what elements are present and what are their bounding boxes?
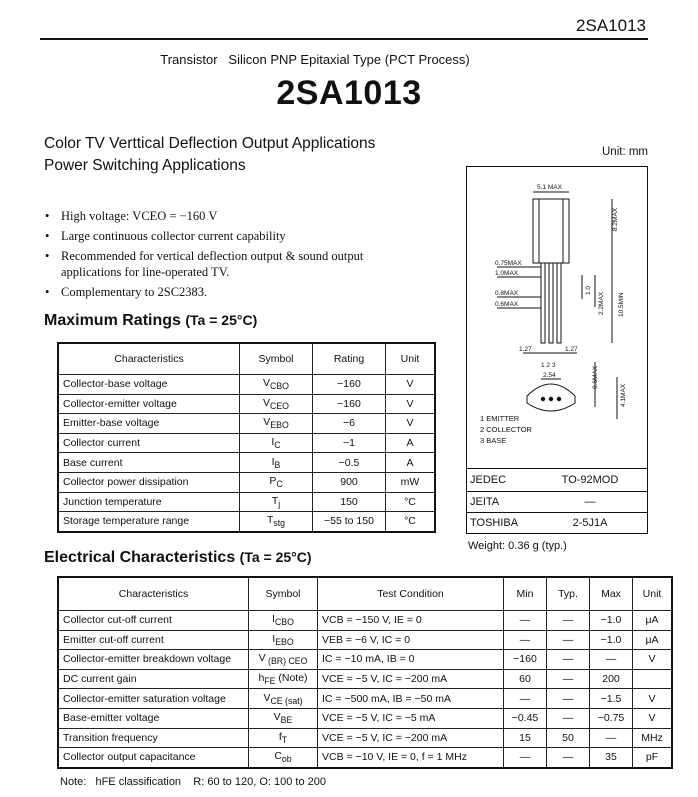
dimension-label: 2.2MAX bbox=[598, 291, 605, 315]
characteristic-cell: Transition frequency bbox=[58, 728, 249, 748]
max-cell: −0.75 bbox=[590, 708, 633, 728]
typ-cell: ― bbox=[547, 689, 590, 709]
test-condition-cell: VCB = −150 V, IE = 0 bbox=[318, 611, 504, 631]
dimension-label: 8.2MAX bbox=[612, 207, 619, 231]
dimension-label: 10.5MIN bbox=[618, 292, 625, 317]
package-info-divider bbox=[466, 468, 648, 469]
rating-cell: −160 bbox=[313, 375, 386, 395]
column-header: Symbol bbox=[240, 343, 313, 375]
max-cell: ― bbox=[590, 728, 633, 748]
feature-item: • High voltage: VCEO = −160 V bbox=[44, 208, 404, 224]
characteristic-cell: Junction temperature bbox=[58, 492, 240, 512]
pin-label-collector: 2 COLLECTOR bbox=[480, 425, 532, 434]
unit-cell: V bbox=[633, 708, 673, 728]
test-condition-cell: VCB = −10 V, IE = 0, f = 1 MHz bbox=[318, 748, 504, 768]
dimension-label: 1.27 bbox=[519, 346, 532, 353]
min-cell: ― bbox=[504, 611, 547, 631]
typ-cell: ― bbox=[547, 708, 590, 728]
dimension-label: 1 2 3 bbox=[541, 362, 556, 369]
max-ratings-heading: Maximum Ratings (Ta = 25°C) bbox=[44, 312, 258, 329]
symbol-cell: V $_{(BR) CEO}$ bbox=[249, 650, 318, 670]
package-body bbox=[533, 199, 569, 263]
table-row bbox=[58, 433, 435, 453]
table-row bbox=[58, 512, 435, 532]
column-header: Min bbox=[504, 577, 547, 611]
test-condition-cell: IC = −10 mA, IB = 0 bbox=[318, 650, 504, 670]
pin-label-base: 3 BASE bbox=[480, 436, 507, 445]
max-ratings-table bbox=[57, 342, 436, 533]
rating-cell: −160 bbox=[313, 394, 386, 414]
typ-cell: ― bbox=[547, 669, 590, 689]
unit-cell: V bbox=[386, 394, 436, 414]
symbol-cell: $V_{BE}$ bbox=[249, 708, 318, 728]
dimension-label: 5.1 MAX bbox=[537, 184, 562, 191]
characteristic-cell: Storage temperature range bbox=[58, 512, 240, 532]
table-row bbox=[58, 472, 435, 492]
symbol-cell: $h_{FE}$ (Note) bbox=[249, 669, 318, 689]
unit-cell: V bbox=[633, 650, 673, 670]
min-cell: −0.45 bbox=[504, 708, 547, 728]
feature-list bbox=[44, 208, 404, 304]
unit-cell: V bbox=[633, 689, 673, 709]
dimension-label: 1.0MAX bbox=[495, 270, 519, 277]
footnote: Note: hFE classification R: 60 to 120, O: 100 to 200 bbox=[60, 776, 326, 788]
test-condition-cell: VCE = −5 V, IC = −200 mA bbox=[318, 728, 504, 748]
unit-cell: μA bbox=[633, 630, 673, 650]
symbol-cell: $V_{EBO}$ bbox=[240, 414, 313, 434]
package-row-divider bbox=[466, 512, 648, 513]
test-condition-cell: VCE = −5 V, IC = −5 mA bbox=[318, 708, 504, 728]
table-row bbox=[58, 689, 672, 709]
characteristic-cell: Base-emitter voltage bbox=[58, 708, 249, 728]
unit-cell: V bbox=[386, 414, 436, 434]
characteristic-cell: Collector power dissipation bbox=[58, 472, 240, 492]
characteristic-cell: Base current bbox=[58, 453, 240, 473]
characteristic-cell: Collector output capacitance bbox=[58, 748, 249, 768]
min-cell: ― bbox=[504, 748, 547, 768]
column-header: Characteristics bbox=[58, 577, 249, 611]
dimension-label: 0.6MAX bbox=[495, 301, 519, 308]
unit-note: Unit: mm bbox=[602, 146, 648, 158]
characteristic-cell: Collector current bbox=[58, 433, 240, 453]
unit-cell: °C bbox=[386, 512, 436, 532]
feature-item: • Large continuous collector current capability bbox=[44, 228, 404, 244]
typ-cell: 50 bbox=[547, 728, 590, 748]
symbol-cell: $P_C$ bbox=[240, 472, 313, 492]
table-row bbox=[58, 453, 435, 473]
doc-subtitle: Transistor Silicon PNP Epitaxial Type (PCT Process) bbox=[160, 52, 470, 67]
unit-cell: mW bbox=[386, 472, 436, 492]
dimension-label: 0.6MAX bbox=[592, 365, 599, 389]
dimension-label: 0.8MAX bbox=[495, 290, 519, 297]
min-cell: −160 bbox=[504, 650, 547, 670]
symbol-cell: $f_T$ bbox=[249, 728, 318, 748]
characteristic-cell: Collector-base voltage bbox=[58, 375, 240, 395]
symbol-cell: $I_B$ bbox=[240, 453, 313, 473]
application-2: Power Switching Applications bbox=[44, 157, 246, 174]
dimension-label: 1.27 bbox=[565, 346, 578, 353]
test-condition-cell: IC = −500 mA, IB = −50 mA bbox=[318, 689, 504, 709]
lead-2 bbox=[549, 263, 553, 343]
characteristic-cell: Collector-emitter breakdown voltage bbox=[58, 650, 249, 670]
header-rule bbox=[40, 38, 648, 40]
column-header: Unit bbox=[386, 343, 436, 375]
max-cell: 200 bbox=[590, 669, 633, 689]
unit-cell bbox=[633, 669, 673, 689]
test-condition-cell: VCE = −5 V, IC = −200 mA bbox=[318, 669, 504, 689]
typ-cell: ― bbox=[547, 650, 590, 670]
rating-cell: −55 to 150 bbox=[313, 512, 386, 532]
typ-cell: ― bbox=[547, 630, 590, 650]
rating-cell: −0.5 bbox=[313, 453, 386, 473]
dimension-label: 2.54 bbox=[543, 372, 556, 379]
typ-cell: ― bbox=[547, 748, 590, 768]
unit-cell: μA bbox=[633, 611, 673, 631]
rating-cell: −6 bbox=[313, 414, 386, 434]
unit-cell: °C bbox=[386, 492, 436, 512]
unit-cell: A bbox=[386, 433, 436, 453]
table-row bbox=[58, 728, 672, 748]
characteristic-cell: Emitter-base voltage bbox=[58, 414, 240, 434]
symbol-cell: $T_{stg}$ bbox=[240, 512, 313, 532]
dimension-label: 0.75MAX bbox=[495, 260, 522, 267]
package-weight: Weight: 0.36 g (typ.) bbox=[468, 540, 567, 552]
package-row-divider bbox=[466, 491, 648, 492]
application-1: Color TV Verttical Deflection Output Applications bbox=[44, 135, 376, 152]
max-cell: −1.0 bbox=[590, 630, 633, 650]
characteristic-cell: Collector cut-off current bbox=[58, 611, 249, 631]
table-row bbox=[58, 375, 435, 395]
table-row bbox=[58, 650, 672, 670]
table-row bbox=[58, 708, 672, 728]
characteristic-cell: Collector-emitter saturation voltage bbox=[58, 689, 249, 709]
dimension-label: 4.1MAX bbox=[620, 383, 627, 407]
rating-cell: 150 bbox=[313, 492, 386, 512]
electrical-heading: Electrical Characteristics (Ta = 25°C) bbox=[44, 549, 312, 566]
typ-cell: ― bbox=[547, 611, 590, 631]
dimension-label: 1.0 bbox=[585, 285, 592, 295]
table-row bbox=[58, 414, 435, 434]
symbol-cell: $V_{CE (sat)}$ bbox=[249, 689, 318, 709]
max-cell: ― bbox=[590, 650, 633, 670]
header-part-number: 2SA1013 bbox=[576, 16, 646, 35]
column-header: Characteristics bbox=[58, 343, 240, 375]
rating-cell: −1 bbox=[313, 433, 386, 453]
column-header: Test Condition bbox=[318, 577, 504, 611]
feature-item: • Complementary to 2SC2383. bbox=[44, 284, 404, 300]
min-cell: 15 bbox=[504, 728, 547, 748]
lead-3 bbox=[557, 263, 561, 343]
pin-label-emitter: 1 EMITTER bbox=[480, 414, 520, 423]
feature-item: • Recommended for vertical deflection output & sound output applications for line-operated TV. bbox=[44, 248, 404, 280]
column-header: Rating bbox=[313, 343, 386, 375]
test-condition-cell: VEB = −6 V, IC = 0 bbox=[318, 630, 504, 650]
symbol-cell: $T_j$ bbox=[240, 492, 313, 512]
column-header: Max bbox=[590, 577, 633, 611]
min-cell: ― bbox=[504, 630, 547, 650]
table-row bbox=[58, 748, 672, 768]
symbol-cell: $I_{CBO}$ bbox=[249, 611, 318, 631]
table-row bbox=[58, 394, 435, 414]
table-row bbox=[58, 669, 672, 689]
min-cell: 60 bbox=[504, 669, 547, 689]
rating-cell: 900 bbox=[313, 472, 386, 492]
symbol-cell: $C_{ob}$ bbox=[249, 748, 318, 768]
column-header: Typ. bbox=[547, 577, 590, 611]
lead-1 bbox=[541, 263, 545, 343]
column-header: Unit bbox=[633, 577, 673, 611]
unit-cell: A bbox=[386, 453, 436, 473]
table-row bbox=[58, 630, 672, 650]
electrical-table bbox=[57, 576, 673, 769]
max-cell: −1.0 bbox=[590, 611, 633, 631]
max-cell: 35 bbox=[590, 748, 633, 768]
symbol-cell: $V_{CEO}$ bbox=[240, 394, 313, 414]
max-cell: −1.5 bbox=[590, 689, 633, 709]
unit-cell: pF bbox=[633, 748, 673, 768]
table-row bbox=[58, 492, 435, 512]
symbol-cell: $I_{EBO}$ bbox=[249, 630, 318, 650]
characteristic-cell: Emitter cut-off current bbox=[58, 630, 249, 650]
characteristic-cell: DC current gain bbox=[58, 669, 249, 689]
table-row bbox=[58, 611, 672, 631]
characteristic-cell: Collector-emitter voltage bbox=[58, 394, 240, 414]
doc-title: 2SA1013 bbox=[276, 74, 422, 112]
min-cell: ― bbox=[504, 689, 547, 709]
symbol-cell: $V_{CBO}$ bbox=[240, 375, 313, 395]
column-header: Symbol bbox=[249, 577, 318, 611]
unit-cell: MHz bbox=[633, 728, 673, 748]
unit-cell: V bbox=[386, 375, 436, 395]
symbol-cell: $I_C$ bbox=[240, 433, 313, 453]
